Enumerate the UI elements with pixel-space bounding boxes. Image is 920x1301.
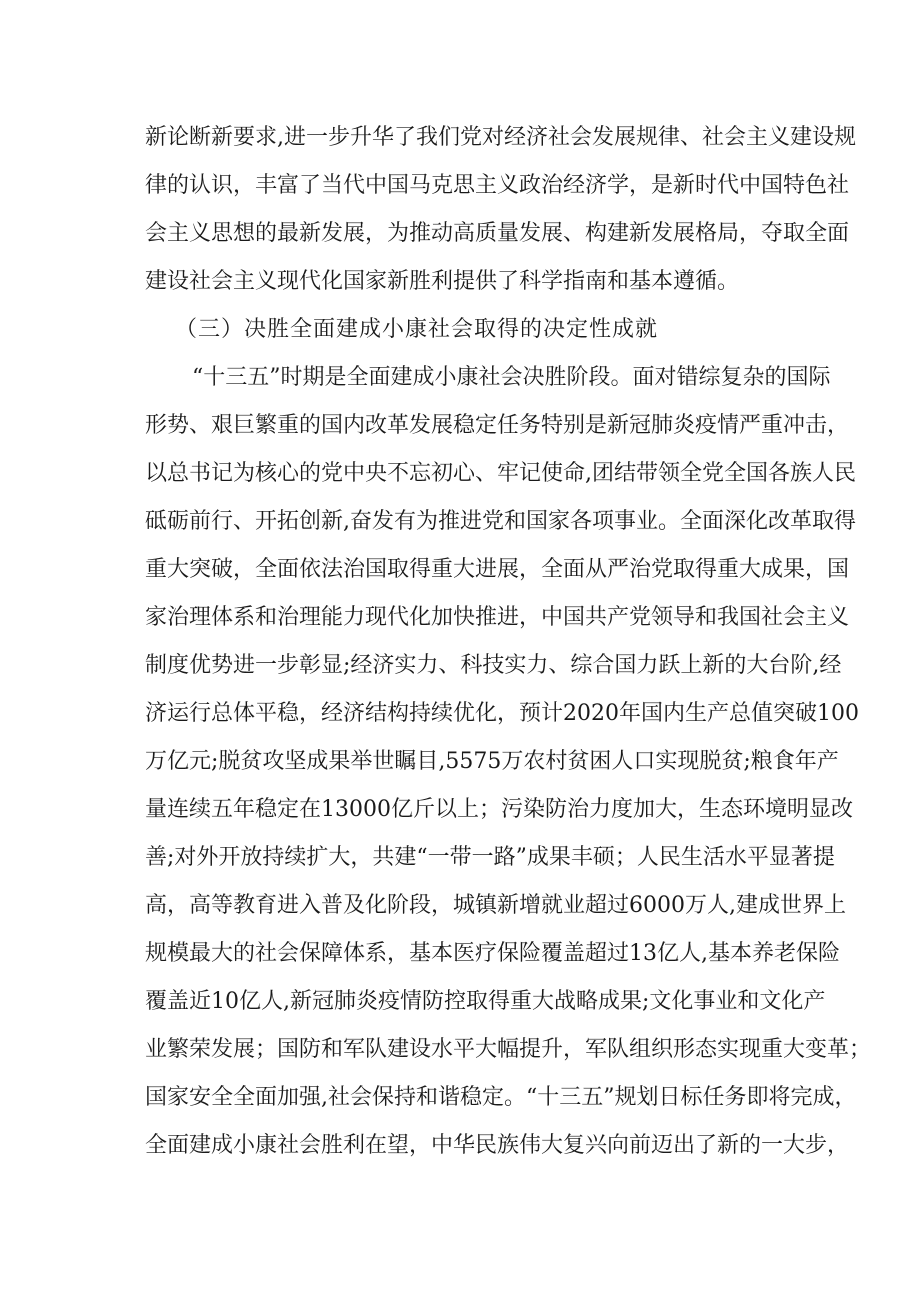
paragraph-2-line-13: 规模最大的社会保障体系，基本医疗保险覆盖超过13亿人,基本养老保险 [145,941,840,966]
paragraph-2-line-12: 高，高等教育进入普及化阶段，城镇新增就业超过6000万人,建成世界上 [145,893,846,918]
paragraph-2-line-6: 家治理体系和治理能力现代化加快推进，中国共产党领导和我国社会主义 [145,605,850,630]
paragraph-2-line-2: 形势、艰巨繁重的国内改革发展稳定任务特别是新冠肺炎疫情严重冲击， [145,413,850,438]
paragraph-2-line-9: 万亿元;脱贫攻坚成果举世瞩目,5575万农村贫困人口实现脱贫;粮食年产 [145,749,839,774]
paragraph-2-line-11: 善;对外开放持续扩大，共建“一带一路”成果丰硕；人民生活水平显著提 [145,845,835,870]
paragraph-2-line-14: 覆盖近10亿人,新冠肺炎疫情防控取得重大战略成果;文化事业和文化产 [145,989,826,1014]
paragraph-2-line-15: 业繁荣发展；国防和军队建设水平大幅提升，军队组织形态实现重大变革； [145,1037,872,1062]
paragraph-2-line-1: “十三五”时期是全面建成小康社会决胜阶段。面对错综复杂的国际 [192,365,831,390]
paragraph-1-line-2: 律的认识，丰富了当代中国马克思主义政治经济学，是新时代中国特色社 [145,173,850,198]
paragraph-2-line-8: 济运行总体平稳，经济结构持续优化，预计2020年国内生产总值突破100 [145,701,859,726]
paragraph-1-line-4: 建设社会主义现代化国家新胜利提供了科学指南和基本遵循。 [145,269,740,294]
paragraph-2-line-5: 重大突破，全面依法治国取得重大进展，全面从严治党取得重大成果，国 [145,557,850,582]
paragraph-1-line-1: 新论断新要求,进一步升华了我们党对经济社会发展规律、社会主义建设规 [145,125,856,150]
paragraph-2-line-16: 国家安全全面加强,社会保持和谐稳定。“十三五”规划日标任务即将完成， [145,1085,857,1110]
paragraph-2-line-10: 量连续五年稳定在13000亿斤以上；污染防治力度加大，生态环境明显改 [145,797,853,822]
section-heading: （三）决胜全面建成小康社会取得的决定性成就 [175,317,659,342]
paragraph-2-line-4: 砥砺前行、开拓创新,奋发有为推进党和国家各项事业。全面深化改革取得 [145,509,856,534]
paragraph-2-line-17: 全面建成小康社会胜利在望，中华民族伟大复兴向前迈出了新的一大步， [145,1133,850,1158]
paragraph-2-line-3: 以总书记为核心的党中央不忘初心、牢记使命,团结带领全党全国各族人民 [145,461,856,486]
paragraph-1-line-3: 会主义思想的最新发展，为推动高质量发展、构建新发展格局，夺取全面 [145,221,850,246]
paragraph-2-line-7: 制度优势进一步彰显;经济实力、科技实力、综合国力跃上新的大台阶,经 [145,653,842,678]
